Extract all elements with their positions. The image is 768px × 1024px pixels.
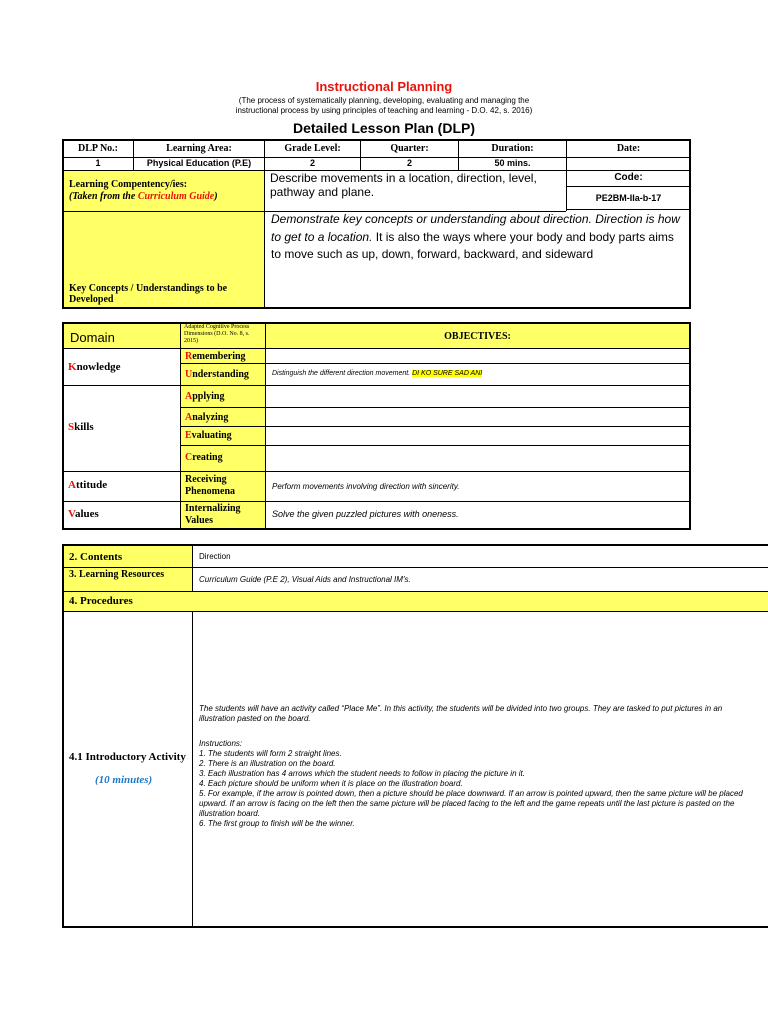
objective-understanding: Distinguish the different direction movement. DI KO SURE SAD ANI <box>272 370 483 377</box>
dimension-analyzing: Analyzing <box>185 412 229 423</box>
competency-source-suffix: ) <box>214 191 218 202</box>
competency-label: Learning Compentency/ies: <box>69 179 188 190</box>
contents-label: 2. Contents <box>69 551 123 563</box>
objective-values: Solve the given puzzled pictures with oneness. <box>272 509 459 519</box>
domain-knowledge: Knowledge <box>68 361 121 373</box>
dimension-understanding: Understanding <box>185 369 249 380</box>
dimension-creating: Creating <box>185 452 223 463</box>
instruction-item: 4. Each picture should be uniform when it is place on the illustration board. <box>199 779 463 788</box>
domain-skills: Skills <box>68 421 94 433</box>
resources-label: 3. Learning Resources <box>69 569 165 580</box>
subtitle-line-1: (The process of systematically planning, developing, evaluating and managing the <box>238 96 530 105</box>
instruction-item: 3. Each illustration has 4 arrows which the student needs to follow in placing the picture in it. <box>199 769 525 778</box>
header-learning-area: Learning Area: <box>166 143 232 154</box>
instruction-item: 2. There is an illustration on the board. <box>199 759 336 768</box>
page-title: Instructional Planning <box>315 79 453 94</box>
header-quarter: Quarter: <box>390 143 429 154</box>
contents-value: Direction <box>199 552 231 561</box>
code-value: PE2BM-IIa-b-17 <box>595 193 662 203</box>
header-date: Date: <box>616 143 641 154</box>
dimension-internalizing-values: Internalizing Values <box>185 503 241 526</box>
instruction-item: 6. The first group to finish will be the winner. <box>199 819 355 828</box>
highlighted-note: DI KO SURE SAD ANI <box>412 370 483 377</box>
subtitle-line-2: instructional process by using principles of teaching and learning - D.O. 42, s. 2016) <box>235 106 533 115</box>
value-grade-level: 2 <box>309 158 315 168</box>
dimension-label: Adapted Cognitive Process Dimensions (D.O. No. 8, s. 2015) <box>184 324 250 344</box>
key-concepts-cell <box>64 212 264 307</box>
competency-cell <box>64 171 264 211</box>
objective-attitude: Perform movements involving direction with sincerity. <box>272 482 460 491</box>
resources-value: Curriculum Guide (P.E 2), Visual Aids and Instructional IM's. <box>199 575 411 584</box>
value-learning-area: Physical Education (P.E) <box>146 158 252 168</box>
curriculum-guide-text: Curriculum Guide <box>137 191 215 202</box>
instruction-item: 1. The students will form 2 straight lines. <box>199 749 342 758</box>
dimension-receiving-phenomena: Receiving Phenomena <box>185 474 235 497</box>
value-quarter: 2 <box>406 158 412 168</box>
procedures-label: 4. Procedures <box>69 595 133 607</box>
header-dlp-no: DLP No.: <box>78 143 118 154</box>
intro-activity-label: 4.1 Introductory Activity <box>69 751 186 763</box>
header-duration: Duration: <box>491 143 534 154</box>
competency-text: Describe movements in a location, direction, level, pathway and plane. <box>270 171 537 199</box>
dimension-applying: Applying <box>185 391 225 402</box>
header-grade-level: Grade Level: <box>284 143 341 154</box>
code-label: Code: <box>614 172 643 183</box>
instructions-title: Instructions: <box>199 739 243 748</box>
intro-activity-time: (10 minutes) <box>95 774 153 786</box>
competency-source <box>69 191 218 202</box>
dimension-remembering: Remembering <box>185 351 246 362</box>
value-dlp-no: 1 <box>95 158 101 168</box>
dimension-evaluating: Evaluating <box>185 430 232 441</box>
value-duration: 50 mins. <box>494 158 531 168</box>
dlp-title: Detailed Lesson Plan (DLP) <box>292 120 476 136</box>
objectives-label: OBJECTIVES: <box>444 331 511 342</box>
instruction-item: 5. For example, if the arrow is pointed down, then a picture should be place downward. If an arrow is pointed upward, then the same picture will be placed upward. If an arrow is facing on the left then the same picture will be placed facing to the left and the game repeats until the last picture is pasted on the illustration board. <box>199 789 743 818</box>
key-concepts-label: Key Concepts / Understandings to be Developed <box>69 283 228 305</box>
instructions-list <box>199 749 754 829</box>
domain-attitude: Attitude <box>68 479 108 491</box>
key-concepts-text <box>271 211 685 264</box>
domain-values: Values <box>68 508 99 520</box>
intro-paragraph: The students will have an activity called “Place Me”. In this activity, the students will be divided into two groups. They are tasked to put pictures in an illustration pasted on the board. <box>199 704 723 723</box>
domain-label: Domain <box>70 330 115 345</box>
key-concepts-rest: It is also the ways where your body and body parts aims to move such as up, down, forward, backward, and sideward <box>271 229 674 261</box>
key-concepts-italic: Demonstrate key concepts or understanding about direction. Direction is how to get to a location. <box>271 212 680 244</box>
competency-source-prefix: (Taken from the <box>69 191 138 202</box>
